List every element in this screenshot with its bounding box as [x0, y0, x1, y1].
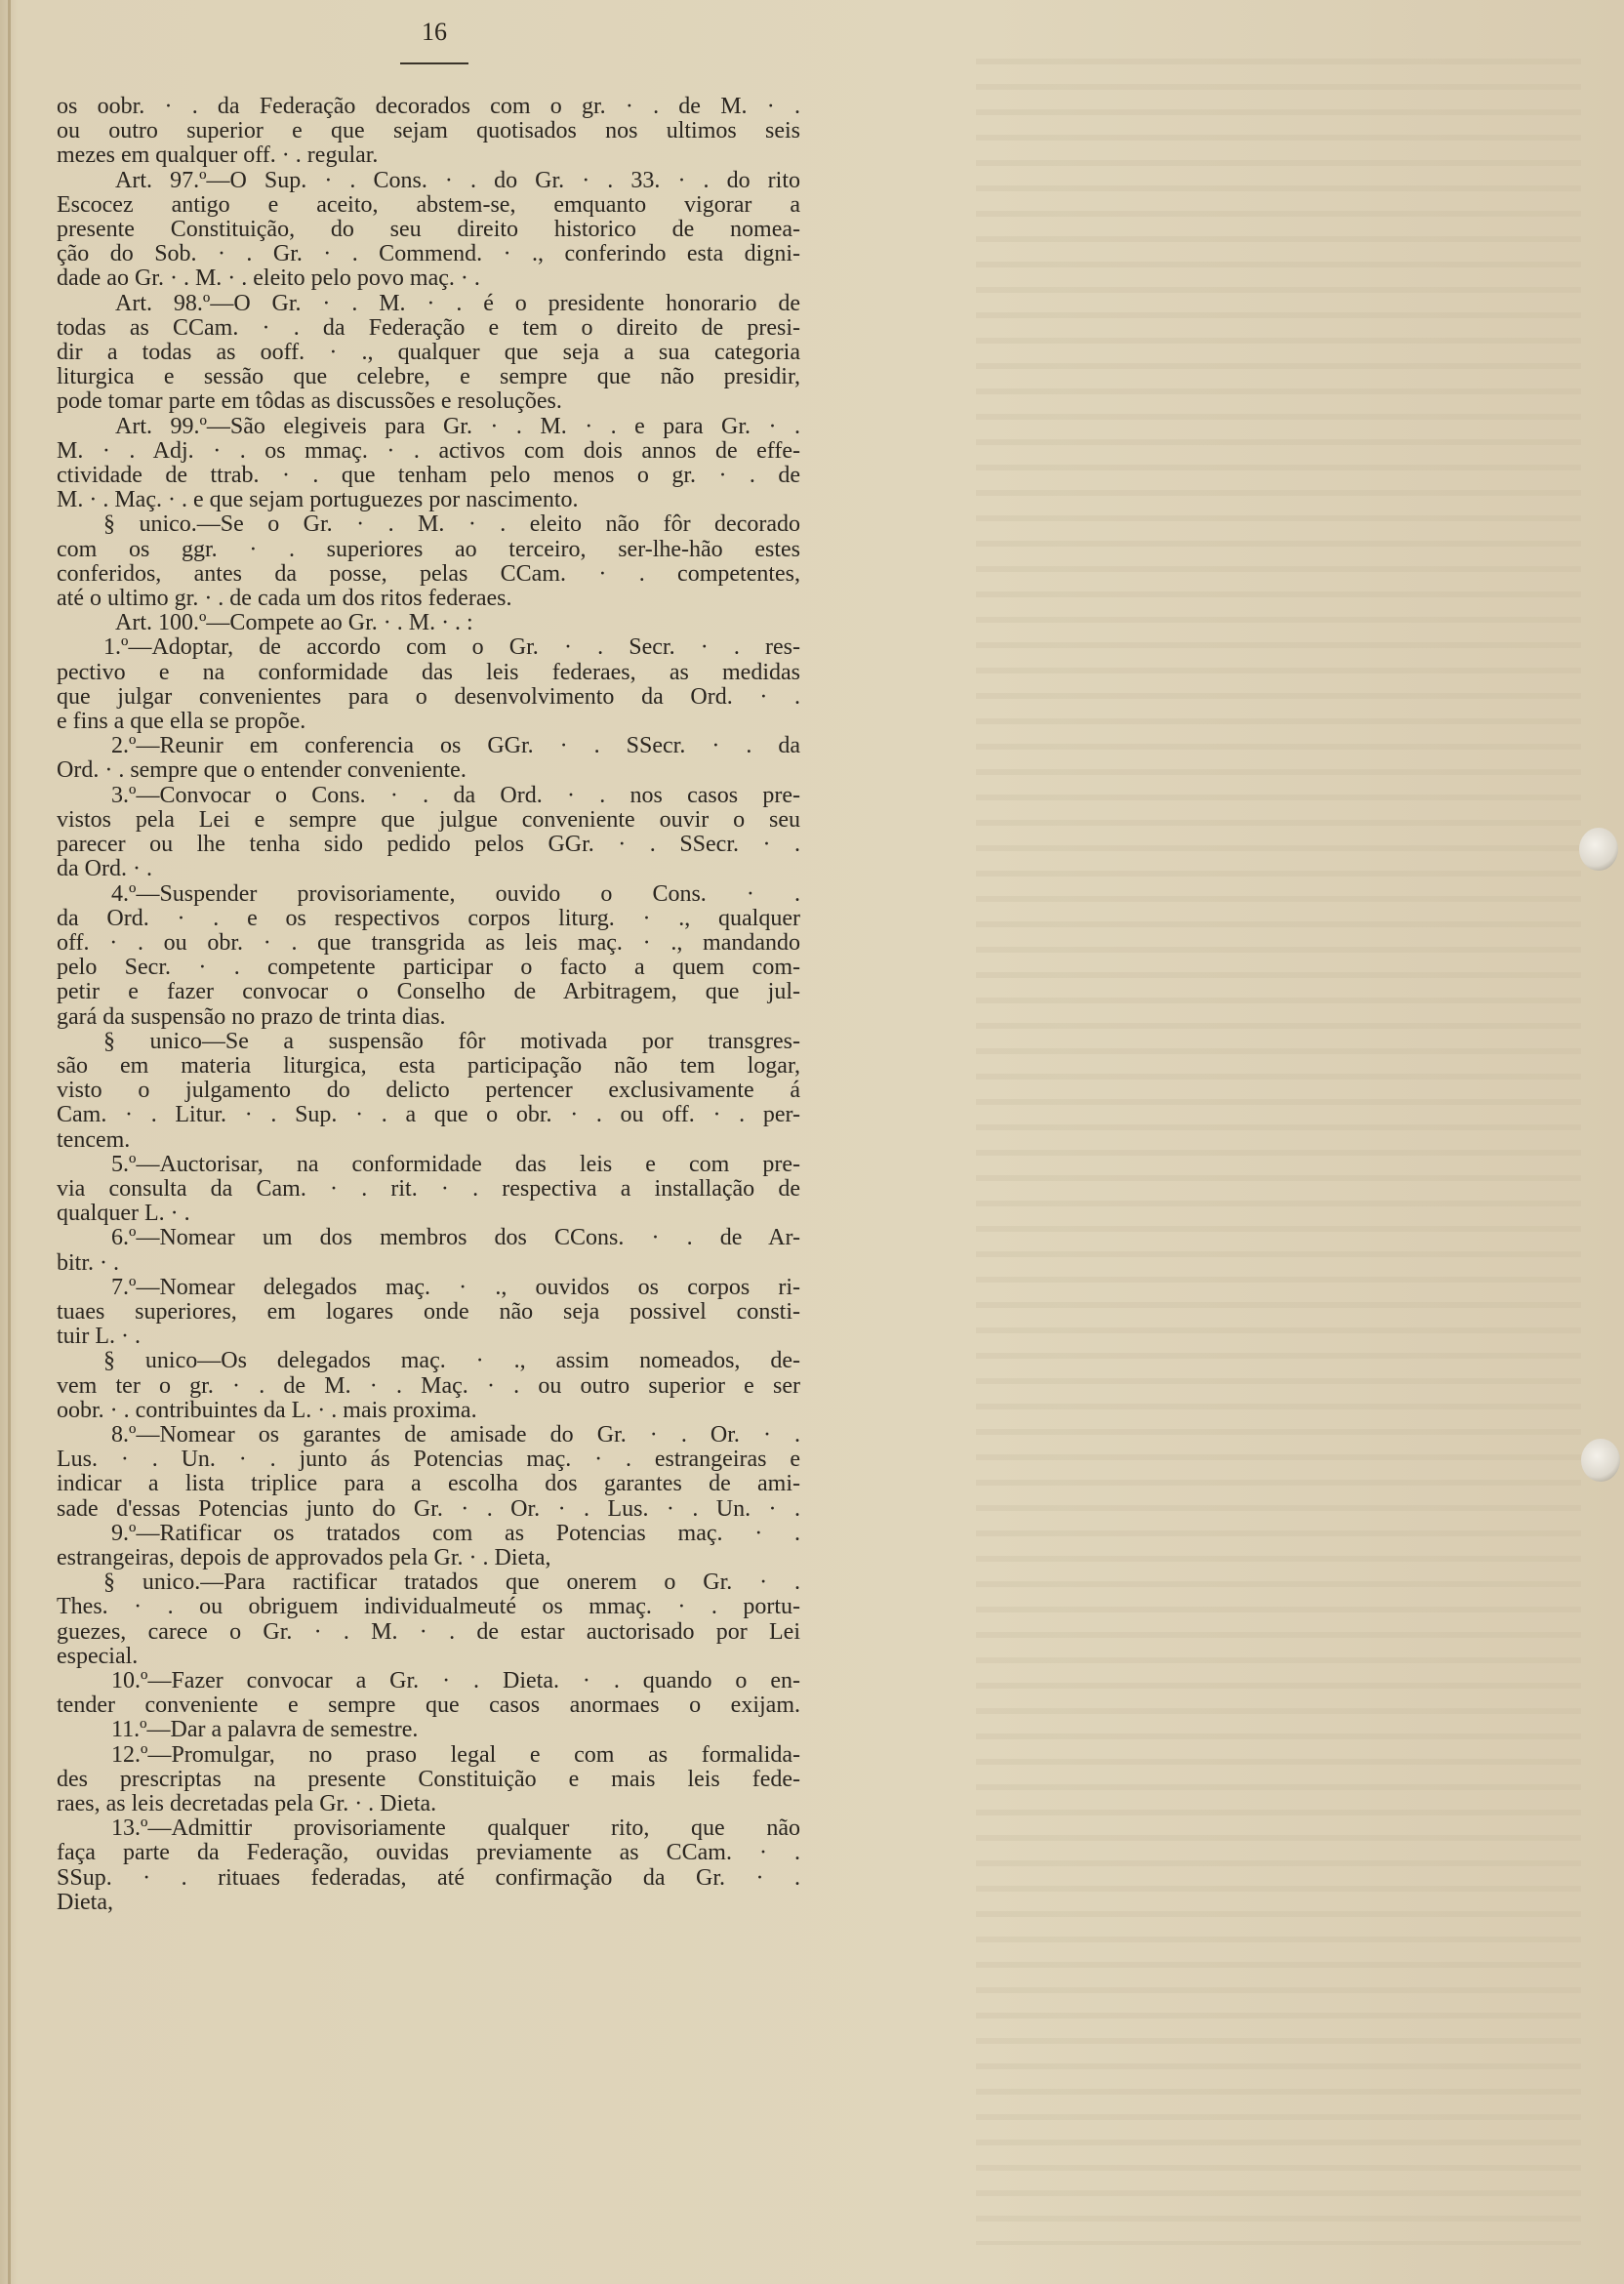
text-line: Escocez antigo e aceito, abstem-se, emquanto vigorar a	[57, 191, 800, 218]
binding-hole	[1581, 1439, 1620, 1482]
text-line: tuir L. · .	[57, 1324, 141, 1350]
text-line: off. · . ou obr. · . que transgrida as leis maç. · ., mandando	[57, 929, 800, 956]
text-line: com os ggr. · . superiores ao terceiro, ser-lhe-hão estes	[57, 536, 800, 562]
text-line: raes, as leis decretadas pela Gr. · . Dieta.	[57, 1791, 437, 1817]
text-line: e fins a que ella se propõe.	[57, 709, 306, 735]
text-line: Art. 97.º—O Sup. · . Cons. · . do Gr. · . 33. · . do rito	[115, 167, 800, 193]
text-line: via consulta da Cam. · . rit. · . respectiva a installação de	[57, 1175, 800, 1202]
text-line: Art. 98.º—O Gr. · . M. · . é o presidente honorario de	[115, 290, 800, 316]
text-line: § unico.—Se o Gr. · . M. · . eleito não fôr decorado	[103, 511, 800, 538]
text-line: parecer ou lhe tenha sido pedido pelos GGr. · . SSecr. · .	[57, 832, 800, 858]
text-line: Cam. · . Litur. · . Sup. · . a que o obr. · . ou off. · . per-	[57, 1102, 800, 1128]
text-line: Thes. · . ou obriguem individualmeuté os mmaç. · . portu-	[57, 1594, 800, 1620]
text-line: tencem.	[57, 1126, 131, 1153]
text-line: 9.º—Ratificar os tratados com as Potencias maç. · .	[111, 1520, 800, 1546]
text-column	[57, 95, 800, 1915]
text-line: 1.º—Adoptar, de accordo com o Gr. · . Secr. · . res-	[103, 634, 800, 661]
text-line: tuaes superiores, em logares onde não seja possivel consti-	[57, 1298, 800, 1325]
text-line: qualquer L. · .	[57, 1201, 190, 1227]
text-line: 10.º—Fazer convocar a Gr. · . Dieta. · . quando o en-	[111, 1668, 800, 1693]
text-line: 5.º—Auctorisar, na conformidade das leis e com pre-	[111, 1151, 800, 1177]
text-line: da Ord. · .	[57, 856, 152, 882]
text-line: vistos pela Lei e sempre que julgue conveniente ouvir o seu	[57, 806, 800, 833]
text-line: 13.º—Admittir provisoriamente qualquer rito, que não	[111, 1815, 800, 1842]
text-line: estrangeiras, depois de approvados pela Gr. · . Dieta,	[57, 1544, 551, 1570]
text-line: liturgica e sessão que celebre, e sempre que não presidir,	[57, 364, 800, 390]
text-line: ou outro superior e que sejam quotisados nos ultimos seis	[57, 118, 800, 144]
text-line: conferidos, antes da posse, pelas CCam. · . competentes,	[57, 560, 800, 587]
bleed-through-text	[976, 39, 1581, 2245]
text-line: mezes em qualquer off. · . regular.	[57, 143, 379, 169]
text-line: SSup. · . rituaes federadas, até confirmação da Gr. · .	[57, 1864, 800, 1891]
text-line: Dieta,	[57, 1889, 113, 1915]
text-line: são em materia liturgica, esta participação não tem logar,	[57, 1052, 800, 1079]
text-line: ção do Sob. · . Gr. · . Commend. · ., conferindo esta digni-	[57, 241, 800, 267]
text-line: Art. 100.º—Compete ao Gr. · . M. · . :	[115, 610, 473, 636]
text-line: todas as CCam. · . da Federação e tem o direito de presi-	[57, 314, 800, 341]
text-line: vem ter o gr. · . de M. · . Maç. · . ou outro superior e ser	[57, 1372, 800, 1399]
text-line: sade d'essas Potencias junto do Gr. · . Or. · . Lus. · . Un. · .	[57, 1495, 800, 1522]
page-number: 16	[422, 18, 447, 46]
text-line: M. · . Adj. · . os mmaç. · . activos com dois annos de effe-	[57, 437, 800, 464]
text-line: § unico—Se a suspensão fôr motivada por transgres-	[103, 1028, 800, 1054]
text-line: oobr. · . contribuintes da L. · . mais proxima.	[57, 1397, 477, 1423]
text-line: ctividade de ttrab. · . que tenham pelo menos o gr. · . de	[57, 463, 800, 489]
text-line: presente Constituição, do seu direito historico de nomea-	[57, 217, 800, 243]
text-line: petir e fazer convocar o Conselho de Arbitragem, que jul-	[57, 979, 800, 1005]
binding-hole	[1579, 828, 1618, 871]
text-line: 8.º—Nomear os garantes de amisade do Gr. · . Or. · .	[111, 1421, 800, 1448]
text-line: dade ao Gr. · . M. · . eleito pelo povo maç. · .	[57, 265, 480, 292]
text-line: gará da suspensão no prazo de trinta dias.	[57, 1003, 446, 1030]
text-line: especial.	[57, 1643, 139, 1669]
text-line: 6.º—Nomear um dos membros dos CCons. · . de Ar-	[111, 1225, 800, 1251]
text-line: § unico.—Para ractificar tratados que onerem o Gr. · .	[103, 1570, 800, 1596]
text-line: faça parte da Federação, ouvidas previamente as CCam. · .	[57, 1840, 800, 1866]
text-line: guezes, carece o Gr. · . M. · . de estar auctorisado por Lei	[57, 1618, 800, 1645]
text-line: § unico—Os delegados maç. · ., assim nomeados, de-	[103, 1348, 800, 1374]
text-line: indicar a lista triplice para a escolha dos garantes de ami-	[57, 1471, 800, 1497]
page-edge	[8, 0, 11, 2284]
page-number-rule	[400, 62, 468, 64]
text-line: os oobr. · . da Federação decorados com o gr. · . de M. · .	[57, 94, 800, 119]
text-line: 2.º—Reunir em conferencia os GGr. · . SSecr. · . da	[111, 733, 800, 759]
text-line: bitr. · .	[57, 1249, 119, 1276]
text-line: visto o julgamento do delicto pertencer exclusivamente á	[57, 1078, 800, 1104]
text-line: tender conveniente e sempre que casos anormaes o exijam.	[57, 1693, 800, 1719]
text-line: 3.º—Convocar o Cons. · . da Ord. · . nos casos pre-	[111, 782, 800, 808]
text-line: Ord. · . sempre que o entender conveniente.	[57, 757, 467, 784]
text-line: M. · . Maç. · . e que sejam portuguezes por nascimento.	[57, 487, 579, 513]
text-line: 4.º—Suspender provisoriamente, ouvido o Cons. · .	[111, 880, 800, 907]
text-line: 12.º—Promulgar, no praso legal e com as formalida-	[111, 1741, 800, 1768]
text-line: 7.º—Nomear delegados maç. · ., ouvidos os corpos ri-	[111, 1274, 800, 1300]
text-line: da Ord. · . e os respectivos corpos liturg. · ., qualquer	[57, 905, 800, 931]
text-line: pectivo e na conformidade das leis federaes, as medidas	[57, 659, 800, 685]
text-line: até o ultimo gr. · . de cada um dos ritos federaes.	[57, 586, 512, 612]
text-line: Art. 99.º—São elegiveis para Gr. · . M. · . e para Gr. · .	[115, 413, 800, 439]
text-line: que julgar convenientes para o desenvolvimento da Ord. · .	[57, 683, 800, 710]
text-line: dir a todas as ooff. · ., qualquer que seja a sua categoria	[57, 340, 800, 366]
text-line: des prescriptas na presente Constituição e mais leis fede-	[57, 1766, 800, 1792]
text-line: Lus. · . Un. · . junto ás Potencias maç. · . estrangeiras e	[57, 1447, 800, 1473]
text-line: pode tomar parte em tôdas as discussões e resoluções.	[57, 388, 562, 415]
text-line: 11.º—Dar a palavra de semestre.	[111, 1717, 419, 1743]
text-line: pelo Secr. · . competente participar o facto a quem com-	[57, 955, 800, 981]
